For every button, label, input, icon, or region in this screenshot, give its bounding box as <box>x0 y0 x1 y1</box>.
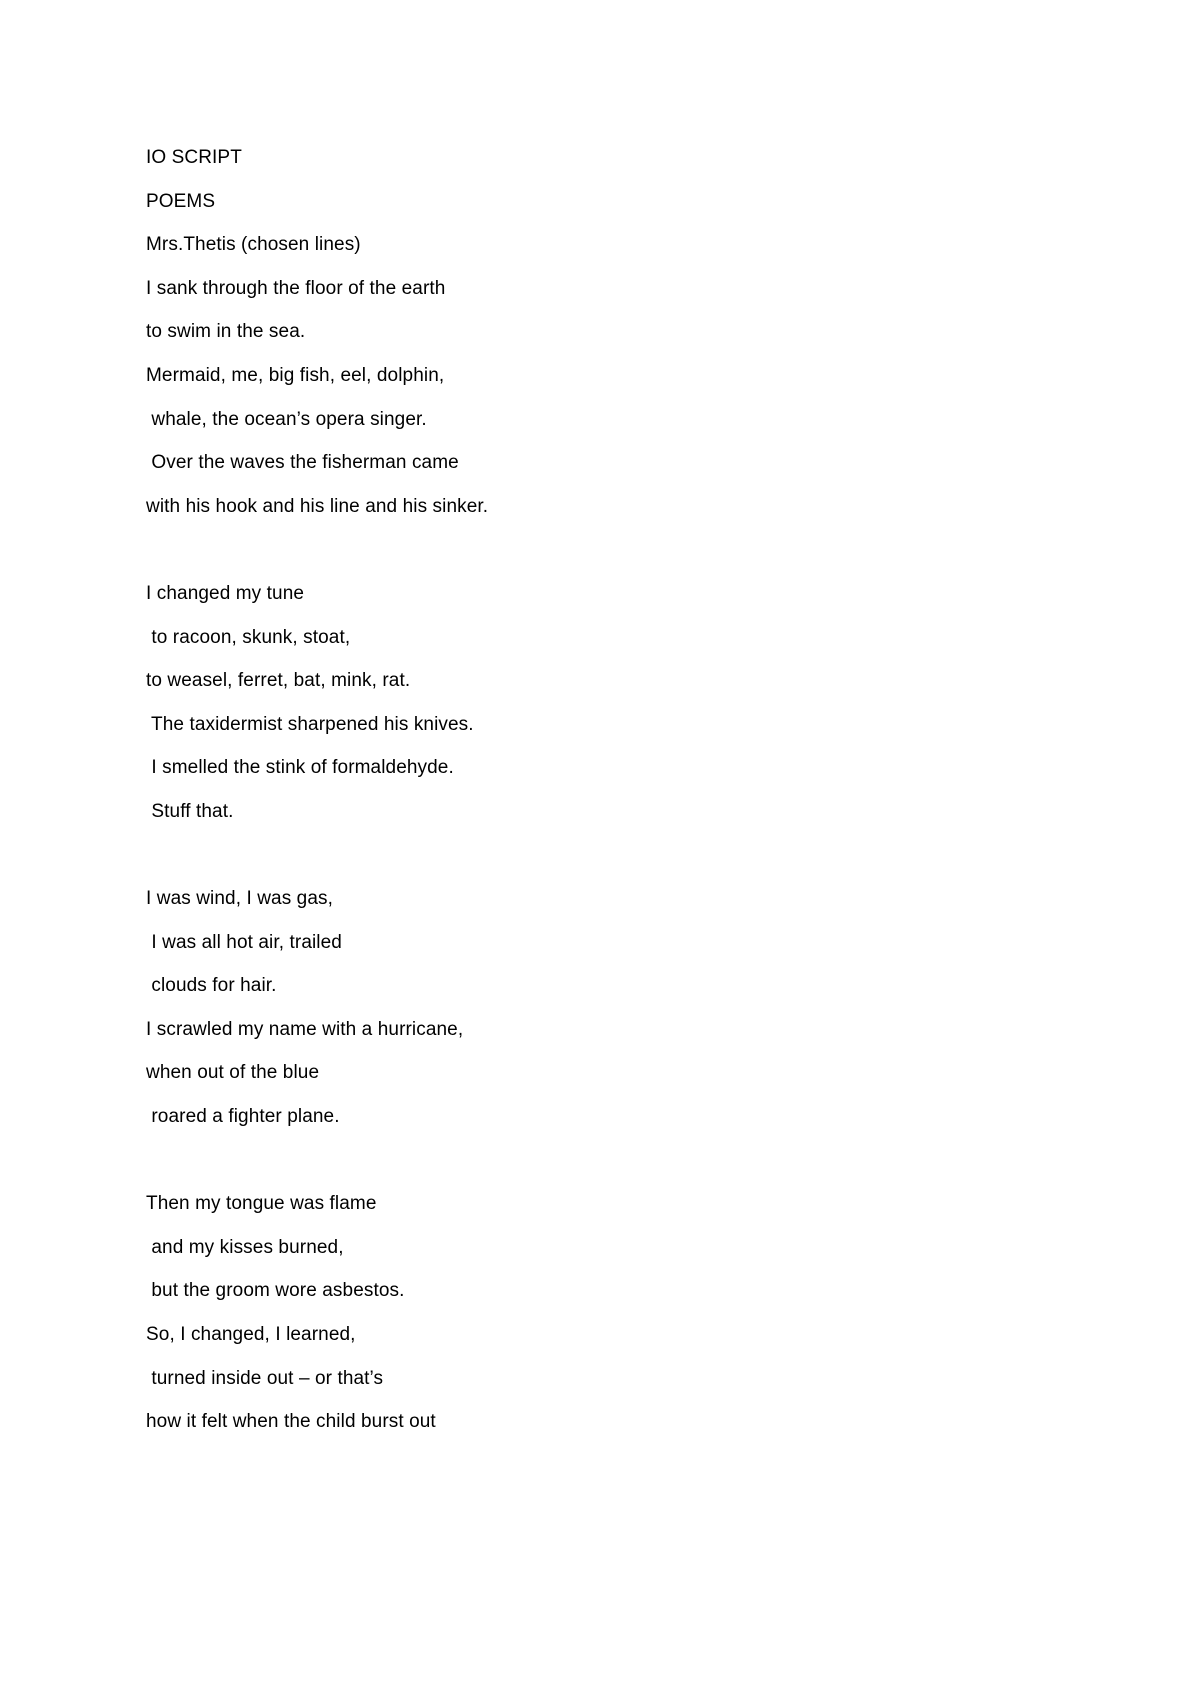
poem-line: how it felt when the child burst out <box>146 1411 436 1433</box>
section-heading: POEMS <box>146 190 216 212</box>
poem-line: but the groom wore asbestos. <box>146 1280 405 1302</box>
poem-line: to weasel, ferret, bat, mink, rat. <box>146 670 411 692</box>
poem-line: roared a fighter plane. <box>146 1106 340 1128</box>
poem-line: So, I changed, I learned, <box>146 1324 356 1346</box>
poem-line: The taxidermist sharpened his knives. <box>146 713 474 735</box>
poem-line: I was all hot air, trailed <box>146 931 342 953</box>
poem-line: whale, the ocean’s opera singer. <box>146 408 427 430</box>
poem-line: I smelled the stink of formaldehyde. <box>146 757 454 779</box>
poem-line: to racoon, skunk, stoat, <box>146 626 351 648</box>
stanza-break <box>146 538 1046 582</box>
poem-line: I sank through the floor of the earth <box>146 277 446 299</box>
stanza-break <box>146 1149 1046 1193</box>
poem-line: with his hook and his line and his sinker. <box>146 495 489 517</box>
poem-line: I changed my tune <box>146 582 305 604</box>
document-title: IO SCRIPT <box>146 147 242 168</box>
poem-line: I scrawled my name with a hurricane, <box>146 1018 464 1040</box>
poem-line: when out of the blue <box>146 1062 320 1084</box>
poem-line: Over the waves the fisherman came <box>146 452 459 474</box>
poem-line: turned inside out – or that’s <box>146 1367 384 1389</box>
poem-line: Stuff that. <box>146 800 234 822</box>
poem-line: I was wind, I was gas, <box>146 888 333 910</box>
poem-line: and my kisses burned, <box>146 1236 344 1258</box>
poem-line: Then my tongue was flame <box>146 1193 377 1215</box>
poem-line: Mermaid, me, big fish, eel, dolphin, <box>146 364 445 386</box>
poem-line: clouds for hair. <box>146 975 277 997</box>
document-body <box>146 146 1046 1454</box>
poem-title: Mrs.Thetis (chosen lines) <box>146 234 361 256</box>
poem-line: to swim in the sea. <box>146 321 306 343</box>
stanza-break <box>146 844 1046 888</box>
